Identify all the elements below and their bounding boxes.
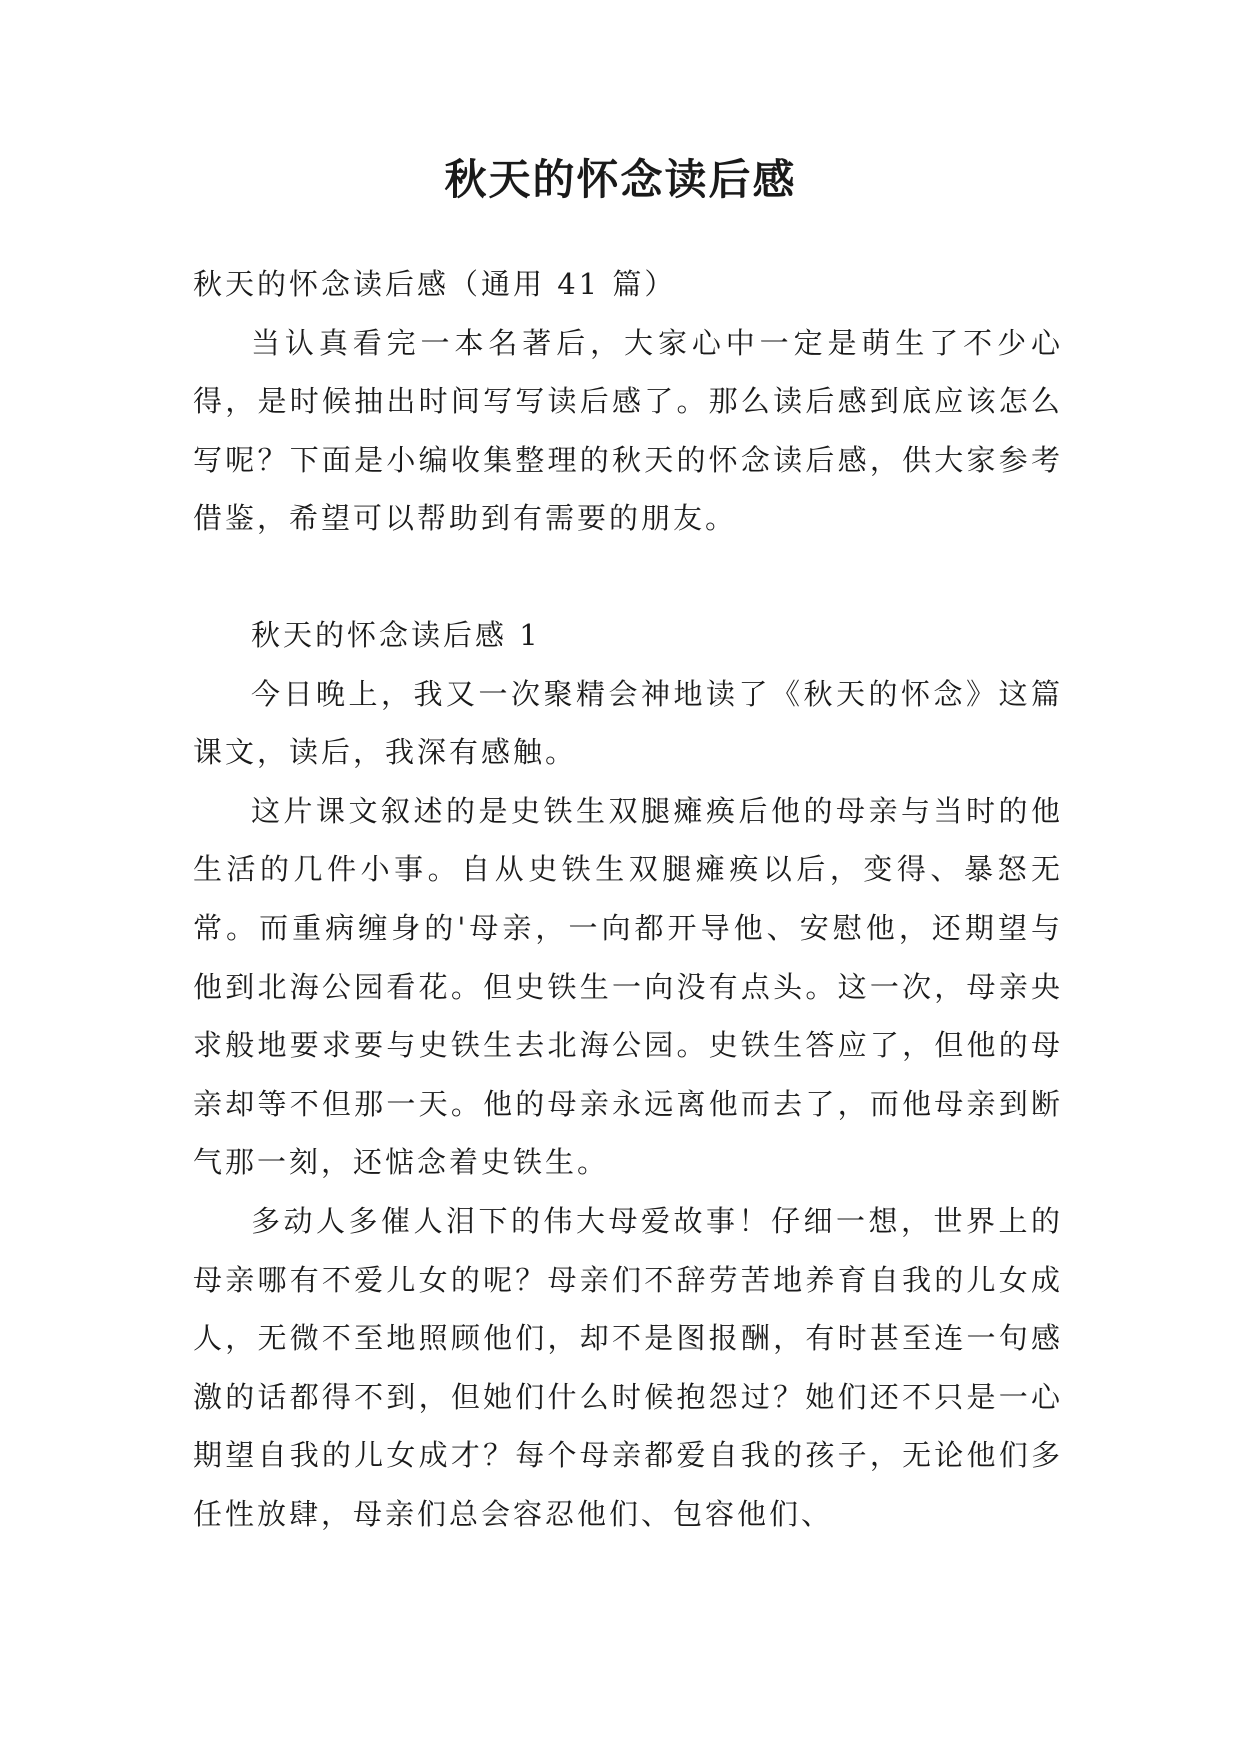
body-paragraph: 今日晚上，我又一次聚精会神地读了《秋天的怀念》这篇课文，读后，我深有感触。 <box>193 676 1063 770</box>
document-subtitle: 秋天的怀念读后感（通用 41 篇） <box>193 267 677 301</box>
body-paragraph: 多动人多催人泪下的伟大母爱故事！仔细一想，世界上的母亲哪有不爱儿女的呢？母亲们不辞劳苦地养育自我的儿女成人，无微不至地照顾他们，却不是图报酬，有时甚至连一句感激的话都得不到，但她们什么时候抱怨过？她们还不只是一心期望自我的儿女成才？每个母亲都爱自我的孩子，无论他们多任性放肆，母亲们总会容忍他们、包容他们、 <box>193 1203 1063 1531</box>
document-body <box>193 255 1063 1543</box>
intro-paragraph: 当认真看完一本名著后，大家心中一定是萌生了不少心得，是时候抽出时间写写读后感了。那么读后感到底应该怎么写呢？下面是小编收集整理的秋天的怀念读后感，供大家参考借鉴，希望可以帮助到有需要的朋友。 <box>193 325 1063 536</box>
body-paragraph: 这片课文叙述的是史铁生双腿瘫痪后他的母亲与当时的他生活的几件小事。自从史铁生双腿瘫痪以后，变得、暴怒无常。而重病缠身的'母亲，一向都开导他、安慰他，还期望与他到北海公园看花。但史铁生一向没有点头。这一次，母亲央求般地要求要与史铁生去北海公园。史铁生答应了，但他的母亲却等不但那一天。他的母亲永远离他而去了，而他母亲到断气那一刻，还惦念着史铁生。 <box>193 793 1063 1180</box>
section-heading: 秋天的怀念读后感 1 <box>251 617 541 652</box>
page-title: 秋天的怀念读后感 <box>444 155 797 204</box>
